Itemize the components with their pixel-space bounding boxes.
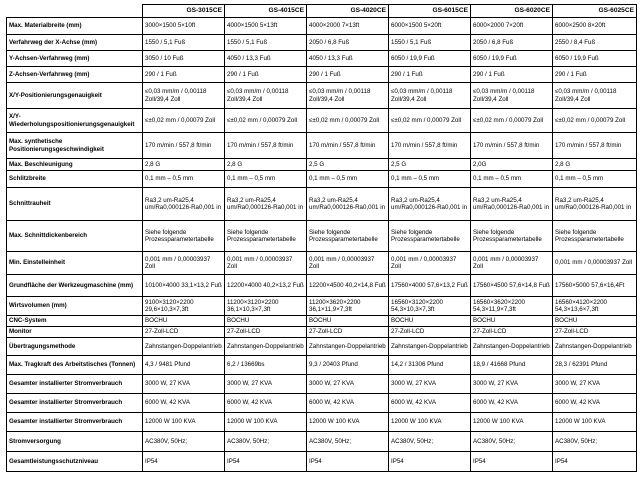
table-cell: 17560×4500 57,6×14,8 Fuß [471, 275, 553, 297]
table-cell: 3000 W, 27 KVA [225, 375, 307, 394]
table-cell: ≤0,03 mm/m / 0,00118 Zoll/39,4 Zoll [225, 83, 307, 109]
table-cell: 3000 W, 27 KVA [553, 375, 637, 394]
table-cell: ≤0,03 mm/m / 0,00118 Zoll/39,4 Zoll [143, 83, 225, 109]
table-cell: ≤0,03 mm/m / 0,00118 Zoll/39,4 Zoll [553, 83, 637, 109]
table-cell: AC380V, 50Hz; [307, 432, 389, 452]
table-row [7, 316, 637, 327]
table-cell: 6000 W, 42 KVA [225, 394, 307, 413]
table-cell: 3000 W, 27 KVA [307, 375, 389, 394]
table-cell: 3000 W, 27 KVA [389, 375, 471, 394]
table-cell: 1550 / 5,1 Fuß [225, 35, 307, 51]
header-row [7, 5, 637, 18]
table-cell: 6000 W, 42 KVA [307, 394, 389, 413]
table-cell: 4050 / 13,3 Fuß [225, 51, 307, 67]
table-cell: AC380V, 50Hz; [471, 432, 553, 452]
row-label: Min. Einstelleinheit [7, 252, 143, 275]
row-label: Monitor [7, 327, 143, 338]
table-cell: BOCHU [225, 316, 307, 327]
table-cell: 27-Zoll-LCD [471, 327, 553, 338]
row-label: Übertragungsmethode [7, 338, 143, 356]
table-cell: 2550 / 8,4 Fuß [553, 35, 637, 51]
table-cell: 0,001 mm / 0,00003937 Zoll [307, 252, 389, 275]
table-cell: 6000 W, 42 KVA [389, 394, 471, 413]
table-cell: Siehe folgende Prozessparametertabelle [225, 221, 307, 252]
table-cell: Siehe folgende Prozessparametertabelle [389, 221, 471, 252]
table-cell: 27-Zoll-LCD [553, 327, 637, 338]
table-row [7, 394, 637, 413]
spec-table [6, 4, 637, 472]
model-header: GS-6020CE [471, 5, 553, 18]
table-cell: 16560×4120×2200 54,3×13,6×7,3ft [553, 297, 637, 316]
table-cell: 1550 / 5,1 Fuß [143, 35, 225, 51]
table-cell: 12000 W 100 KVA [389, 413, 471, 432]
row-label: Schnittrauheit [7, 188, 143, 221]
table-row [7, 35, 637, 51]
row-label: Grundfläche der Werkzeugmaschine (mm) [7, 275, 143, 297]
table-cell: 2,5 G [307, 159, 389, 171]
table-cell: AC380V, 50Hz; [225, 432, 307, 452]
table-cell: 3000×1500 5×10ft [143, 18, 225, 35]
table-cell: Zahnstangen-Doppelantrieb [389, 338, 471, 356]
table-cell: 0,1 mm – 0,5 mm [553, 171, 637, 188]
table-cell: Ra3,2 um-Ra25,4 um/Ra0,000126-Ra0,001 in [143, 188, 225, 221]
table-row [7, 109, 637, 133]
table-cell: 10100×4000 33,1×13,2 Fuß [143, 275, 225, 297]
table-cell: 170 m/min / 557,8 ft/min [143, 133, 225, 159]
table-cell: 17560×4000 57,6×13,2 Fuß [389, 275, 471, 297]
table-cell: 0,1 mm – 0,5 mm [307, 171, 389, 188]
table-cell: 1550 / 5,1 Fuß [389, 35, 471, 51]
table-row [7, 297, 637, 316]
table-cell: 17560×5000 57,6×16,4Ft [553, 275, 637, 297]
table-row [7, 432, 637, 452]
table-cell: 11200×3620×2200 36,1×11,9×7,3ft [307, 297, 389, 316]
table-cell: Zahnstangen-Doppelantrieb [307, 338, 389, 356]
table-cell: 290 / 1 Fuß [143, 67, 225, 83]
row-label: X/Y-Positionierungsgenauigkeit [7, 83, 143, 109]
table-cell: 0,1 mm – 0,5 mm [471, 171, 553, 188]
table-cell: Siehe folgende Prozessparametertabelle [307, 221, 389, 252]
row-label: Gesamter installierter Stromverbrauch [7, 394, 143, 413]
table-row [7, 51, 637, 67]
table-cell: 27-Zoll-LCD [389, 327, 471, 338]
table-cell: IP54 [143, 452, 225, 472]
row-label: Gesamter installierter Stromverbrauch [7, 375, 143, 394]
table-cell: 27-Zoll-LCD [143, 327, 225, 338]
table-row [7, 452, 637, 472]
table-cell: 12000 W 100 KVA [553, 413, 637, 432]
table-cell: 290 / 1 Fuß [307, 67, 389, 83]
row-label: Max. Beschleunigung [7, 159, 143, 171]
table-cell: AC380V, 50Hz; [143, 432, 225, 452]
table-cell: 6000×2500 8×20ft [553, 18, 637, 35]
table-cell: 6000 W, 42 KVA [143, 394, 225, 413]
table-cell: 4000×1500 5×13ft [225, 18, 307, 35]
table-cell: 28,3 / 62391 Pfund [553, 356, 637, 375]
row-label: Wirtsvolumen (mm) [7, 297, 143, 316]
table-cell: ≤±0,02 mm / 0,00079 Zoll [553, 109, 637, 133]
row-label: Max. Tragkraft des Arbeitstisches (Tonnen) [7, 356, 143, 375]
table-cell: IP54 [389, 452, 471, 472]
table-cell: 0,001 mm / 0,00003937 Zoll [553, 252, 637, 275]
row-label: Max. Materialbreite (mm) [7, 18, 143, 35]
row-label: Gesamtleistungsschutzniveau [7, 452, 143, 472]
table-cell: 2,8 G [553, 159, 637, 171]
table-row [7, 18, 637, 35]
row-label: X/Y-Wiederholungspositionierungsgenauigkeit [7, 109, 143, 133]
model-header: GS-6015CE [389, 5, 471, 18]
table-cell: 0,001 mm / 0,00003937 Zoll [389, 252, 471, 275]
table-cell: 3000 W, 27 KVA [143, 375, 225, 394]
row-label: Gesamter installierter Stromverbrauch [7, 413, 143, 432]
table-cell: 4000×2000 7×13ft [307, 18, 389, 35]
table-cell: 290 / 1 Fuß [389, 67, 471, 83]
table-row [7, 338, 637, 356]
table-row [7, 171, 637, 188]
table-cell: Ra3,2 um-Ra25,4 um/Ra0,000126-Ra0,001 in [389, 188, 471, 221]
table-cell: 14,2 / 31306 Pfund [389, 356, 471, 375]
table-cell: 290 / 1 Fuß [553, 67, 637, 83]
table-cell: Ra3,2 um-Ra25,4 um/Ra0,000126-Ra0,001 in [307, 188, 389, 221]
row-label: CNC-System [7, 316, 143, 327]
table-cell: Siehe folgende Prozessparametertabelle [143, 221, 225, 252]
row-label: Z-Achsen-Verfahrweg (mm) [7, 67, 143, 83]
table-row [7, 275, 637, 297]
table-cell: 18,9 / 41668 Pfund [471, 356, 553, 375]
table-row [7, 413, 637, 432]
table-cell: 27-Zoll-LCD [225, 327, 307, 338]
spec-table-body [7, 18, 637, 472]
table-cell: 6050 / 19,9 Fuß [471, 51, 553, 67]
table-cell: 0,001 mm / 0,00003937 Zoll [143, 252, 225, 275]
table-cell: Siehe folgende Prozessparametertabelle [553, 221, 637, 252]
table-cell: ≤0,03 mm/m / 0,00118 Zoll/39,4 Zoll [389, 83, 471, 109]
table-cell: Zahnstangen-Doppelantrieb [553, 338, 637, 356]
table-cell: BOCHU [307, 316, 389, 327]
table-cell: ≤±0,02 mm / 0,00079 Zoll [389, 109, 471, 133]
table-cell: 3000 W, 27 KVA [471, 375, 553, 394]
table-cell: ≤±0,02 mm / 0,00079 Zoll [225, 109, 307, 133]
table-cell: 16560×3620×2200 54,3×11,9×7,3ft [471, 297, 553, 316]
table-cell: IP54 [471, 452, 553, 472]
table-cell: 0,001 mm / 0,00003937 Zoll [471, 252, 553, 275]
table-cell: 16560×3120×2200 54,3×10,3×7,3ft [389, 297, 471, 316]
table-cell: 6000×1500 5×20ft [389, 18, 471, 35]
table-cell: Zahnstangen-Doppelantrieb [471, 338, 553, 356]
table-cell: 170 m/min / 557,8 ft/min [389, 133, 471, 159]
table-cell: 2,0G [471, 159, 553, 171]
table-row [7, 83, 637, 109]
table-row [7, 133, 637, 159]
table-cell: 2,5 G [389, 159, 471, 171]
table-cell: 27-Zoll-LCD [307, 327, 389, 338]
table-cell: 0,001 mm / 0,00003937 Zoll [225, 252, 307, 275]
table-cell: 12000 W 100 KVA [471, 413, 553, 432]
table-cell: 2050 / 6,8 Fuß [307, 35, 389, 51]
table-cell: 2,8 G [225, 159, 307, 171]
table-cell: BOCHU [143, 316, 225, 327]
table-cell: ≤±0,02 mm / 0,00079 Zoll [307, 109, 389, 133]
table-cell: ≤0,03 mm/m / 0,00118 Zoll/39,4 Zoll [307, 83, 389, 109]
table-cell: Ra3,2 um-Ra25,4 um/Ra0,000126-Ra0,001 in [471, 188, 553, 221]
table-row [7, 188, 637, 221]
table-cell: 3050 / 10 Fuß [143, 51, 225, 67]
row-label: Max. synthetische Positionierungsgeschwindigkeit [7, 133, 143, 159]
table-cell: IP54 [225, 452, 307, 472]
table-cell: 170 m/min / 557,8 ft/min [471, 133, 553, 159]
table-cell: AC380V, 50Hz; [389, 432, 471, 452]
table-cell: 2,8 G [143, 159, 225, 171]
table-cell: IP54 [307, 452, 389, 472]
table-row [7, 356, 637, 375]
table-row [7, 159, 637, 171]
table-cell: 0,1 mm – 0,5 mm [389, 171, 471, 188]
table-cell: ≤±0,02 mm / 0,00079 Zoll [143, 109, 225, 133]
table-cell: 0,1 mm – 0,5 mm [225, 171, 307, 188]
table-cell: Ra3,2 um-Ra25,4 um/Ra0,000126-Ra0,001 in [225, 188, 307, 221]
table-cell: 6000×2000 7×20ft [471, 18, 553, 35]
table-cell: BOCHU [389, 316, 471, 327]
table-cell: IP54 [553, 452, 637, 472]
model-header: GS-6025CE [553, 5, 637, 18]
table-row [7, 375, 637, 394]
table-cell: 290 / 1 Fuß [471, 67, 553, 83]
table-cell: 6000 W, 42 KVA [553, 394, 637, 413]
table-cell: Zahnstangen-Doppelantrieb [143, 338, 225, 356]
table-row [7, 221, 637, 252]
table-cell: 12200×4000 40,2×13,2 Fuß [225, 275, 307, 297]
table-cell: 0,1 mm – 0,5 mm [143, 171, 225, 188]
table-cell: 6050 / 19,9 Fuß [553, 51, 637, 67]
table-row [7, 67, 637, 83]
table-cell: BOCHU [471, 316, 553, 327]
table-cell: 9100×3120×2200 29,6×10,3×7,3ft [143, 297, 225, 316]
table-row [7, 252, 637, 275]
row-label: Verfahrweg der X-Achse (mm) [7, 35, 143, 51]
table-cell: 12000 W 100 KVA [143, 413, 225, 432]
model-header: GS-4015CE [225, 5, 307, 18]
row-label: Max. Schnittdickenbereich [7, 221, 143, 252]
table-cell: AC380V, 50Hz; [553, 432, 637, 452]
table-cell: 12000 W 100 KVA [225, 413, 307, 432]
table-row [7, 327, 637, 338]
table-cell: Zahnstangen-Doppelantrieb [225, 338, 307, 356]
model-header: GS-4020CE [307, 5, 389, 18]
table-cell: 4,3 / 9481 Pfund [143, 356, 225, 375]
table-cell: ≤±0,02 mm / 0,00079 Zoll [471, 109, 553, 133]
table-cell: BOCHU [553, 316, 637, 327]
table-cell: 11200×3120×2200 36,1×10,3×7,3ft [225, 297, 307, 316]
table-cell: 4050 / 13,3 Fuß [307, 51, 389, 67]
row-label: Schlitzbreite [7, 171, 143, 188]
header-corner [7, 5, 143, 18]
table-cell: 170 m/min / 557,8 ft/min [307, 133, 389, 159]
table-cell: Ra3,2 um-Ra25,4 um/Ra0,000126-Ra0,001 in [553, 188, 637, 221]
model-header: GS-3015CE [143, 5, 225, 18]
table-cell: 9,3 / 20403 Pfund [307, 356, 389, 375]
row-label: Y-Achsen-Verfahrweg (mm) [7, 51, 143, 67]
table-cell: 290 / 1 Fuß [225, 67, 307, 83]
table-cell: 12200×4500 40,2×14,8 Fuß [307, 275, 389, 297]
table-cell: 6050 / 19,9 Fuß [389, 51, 471, 67]
table-cell: ≤0,03 mm/m / 0,00118 Zoll/39,4 Zoll [471, 83, 553, 109]
table-cell: 2050 / 6,8 Fuß [471, 35, 553, 51]
row-label: Stromversorgung [7, 432, 143, 452]
table-cell: 170 m/min / 557,8 ft/min [225, 133, 307, 159]
table-cell: 6000 W, 42 KVA [471, 394, 553, 413]
table-cell: Siehe folgende Prozessparametertabelle [471, 221, 553, 252]
table-cell: 12000 W 100 KVA [307, 413, 389, 432]
table-cell: 170 m/min / 557,8 ft/min [553, 133, 637, 159]
table-cell: 6,2 / 13669bs [225, 356, 307, 375]
